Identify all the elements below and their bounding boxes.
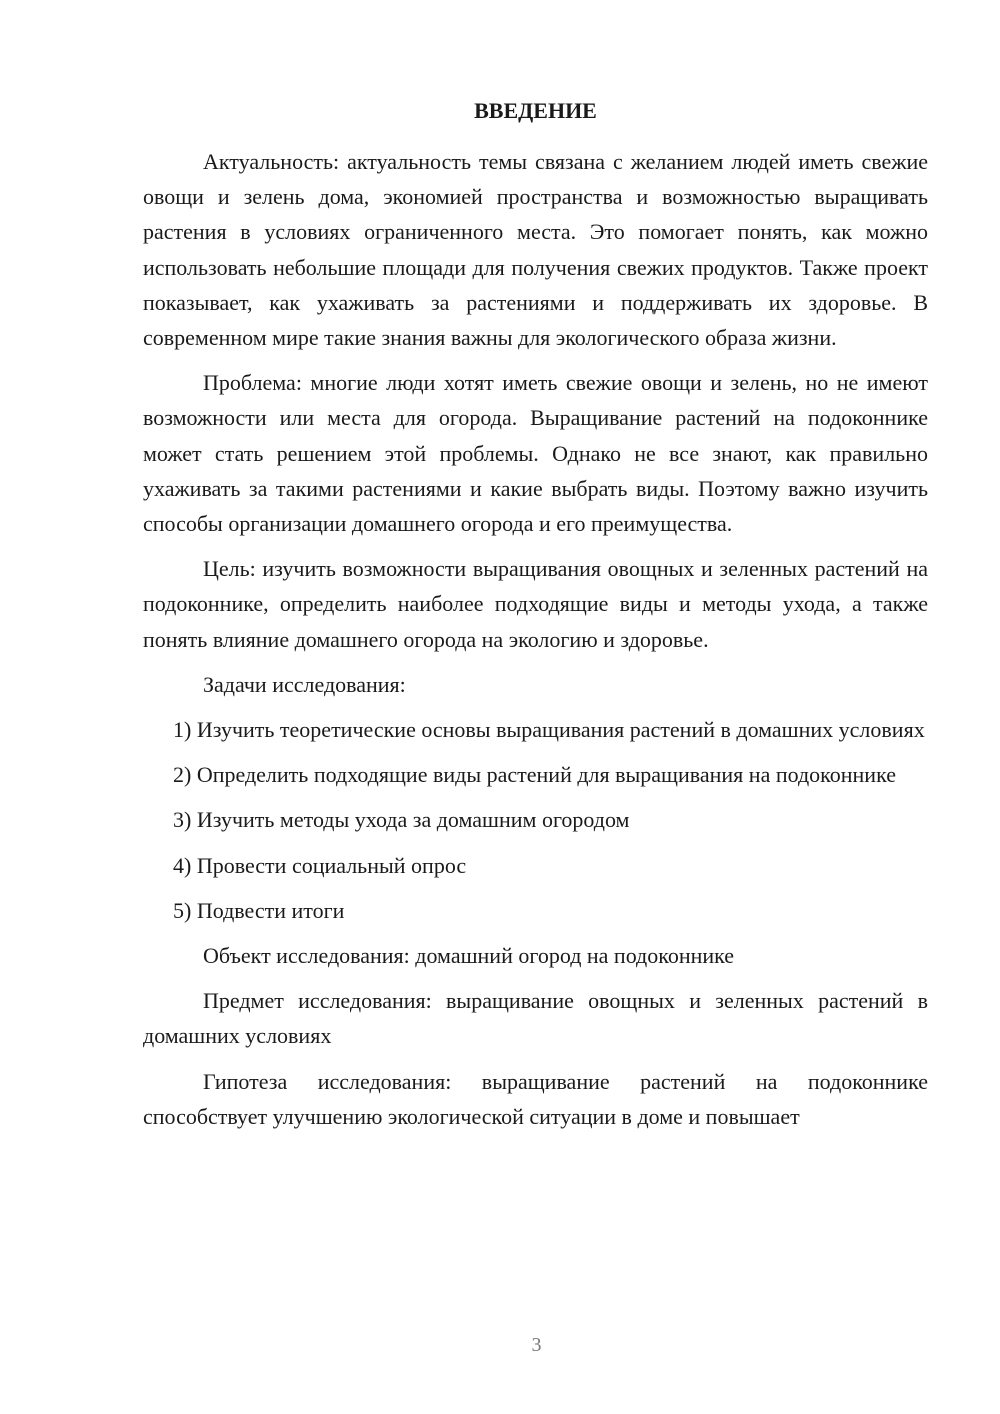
task-item: 3) Изучить методы ухода за домашним огородом bbox=[173, 807, 630, 833]
hypothesis-paragraph: Гипотеза исследования: выращивание растений на подоконнике способствует улучшению экологической ситуации в доме и повышает bbox=[143, 1068, 928, 1129]
relevance-paragraph: Актуальность: актуальность темы связана с желанием людей иметь свежие овощи и зелень дома, экономией пространства и возможностью выращивать растения в условиях ограниченного места. Это помогает понять, как можно использовать небольшие площади для получения свежих продуктов. Также проект показывает, как ухаживать за растениями и поддерживать их здоровье. В современном мире такие знания важны для экологического образа жизни. bbox=[143, 149, 928, 351]
document-page bbox=[143, 96, 928, 1144]
task-item: 1) Изучить теоретические основы выращивания растений в домашних условиях bbox=[173, 717, 925, 743]
task-item: 2) Определить подходящие виды растений для выращивания на подоконнике bbox=[173, 762, 896, 788]
task-item: 5) Подвести итоги bbox=[173, 897, 345, 923]
task-item: 4) Провести социальный опрос bbox=[173, 852, 467, 878]
subject-paragraph: Предмет исследования: выращивание овощных и зеленных растений в домашних условиях bbox=[143, 988, 928, 1049]
problem-paragraph: Проблема: многие люди хотят иметь свежие овощи и зелень, но не имеют возможности или места для огорода. Выращивание растений на подоконнике может стать решением этой проблемы. Однако не все знают, как правильно ухаживать за такими растениями и какие выбрать виды. Поэтому важно изучить способы организации домашнего огорода и его преимущества. bbox=[143, 370, 928, 537]
section-title: ВВЕДЕНИЕ bbox=[474, 98, 597, 123]
object-paragraph: Объект исследования: домашний огород на подоконнике bbox=[203, 943, 735, 969]
page-number: 3 bbox=[531, 1334, 542, 1356]
goal-paragraph: Цель: изучить возможности выращивания овощных и зеленных растений на подоконнике, определить наиболее подходящие виды и методы ухода, а также понять влияние домашнего огорода на экологию и здоровье. bbox=[143, 556, 928, 652]
tasks-heading: Задачи исследования: bbox=[203, 671, 406, 697]
